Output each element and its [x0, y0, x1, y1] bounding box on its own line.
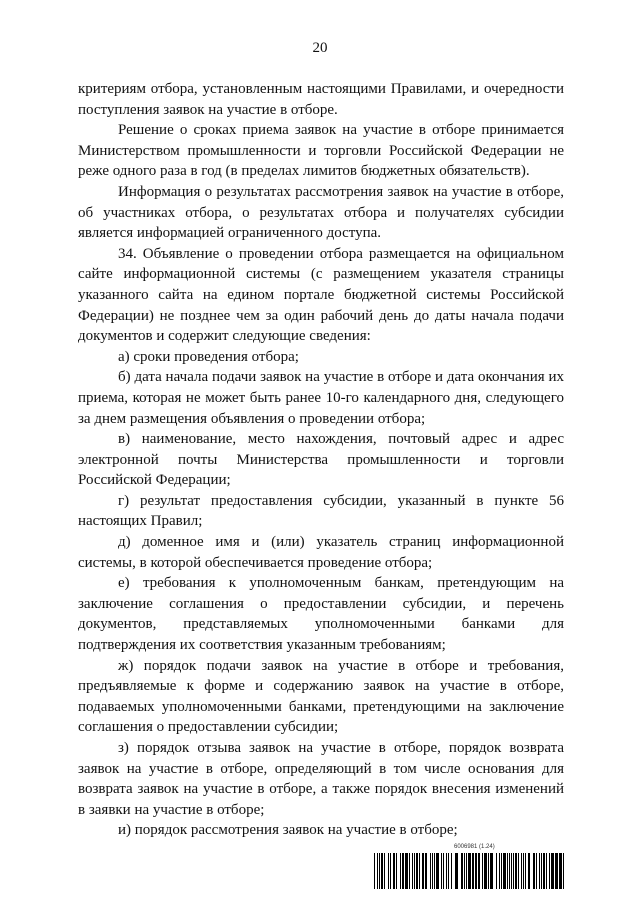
- paragraph: критериям отбора, установленным настоящими Правилами, и очередности поступления заявок на участие в отборе.: [78, 81, 564, 118]
- paragraph: Решение о сроках приема заявок на участие в отборе принимается Министерством промышленности и торговли Российской Федерации не реже одного раза в год (в пределах лимитов бюджетных обязательств).: [78, 122, 564, 180]
- paragraph: и) порядок рассмотрения заявок на участие в отборе;: [118, 822, 458, 839]
- paragraph: ж) порядок подачи заявок на участие в отборе и требования, предъявляемые к форме и содержанию заявок на участие в отборе, подаваемых уполномоченными банками, претендующими на заключение соглашения о предоставлении субсидии;: [78, 657, 564, 736]
- paragraph: е) требования к уполномоченным банкам, претендующим на заключение соглашения о предоставлении субсидии, и перечень документов, представляемых уполномоченными банками для подтверждения их соответствия указанным требованиям;: [78, 575, 564, 654]
- paragraph: д) доменное имя и (или) указатель страниц информационной системы, в которой обеспечивается проведение отбора;: [78, 534, 564, 571]
- barcode-stamp: [374, 843, 566, 891]
- paragraph: Информация о результатах рассмотрения заявок на участие в отборе, об участниках отбора, о результатах отбора и получателях субсидии является информацией ограниченного доступа.: [78, 183, 564, 242]
- document-body: [78, 79, 564, 841]
- barcode-icon: [374, 853, 566, 889]
- paragraph: г) результат предоставления субсидии, указанный в пункте 56 настоящих Правил;: [78, 492, 564, 530]
- paragraph: 34. Объявление о проведении отбора размещается на официальном сайте информационной системы (с размещением указателя страницы указанного сайта на едином портале бюджетной системы Российской Федерации) не позднее чем за один рабочий день до даты начала подачи документов и содержит следующие сведения:: [78, 245, 564, 345]
- paragraph: в) наименование, место нахождения, почтовый адрес и адрес электронной почты Министерства промышленности и торговли Российской Федерации;: [78, 431, 564, 489]
- page-number: 20: [312, 40, 328, 56]
- paragraph: з) порядок отзыва заявок на участие в отборе, порядок возврата заявок на участие в отборе, определяющий в том числе основания для возврата заявок на участие в отборе, а также порядок внесения изменений в заявки на участие в отборе;: [78, 740, 564, 818]
- paragraph: а) сроки проведения отбора;: [118, 348, 299, 365]
- paragraph: б) дата начала подачи заявок на участие в отборе и дата окончания их приема, которая не может быть ранее 10-го календарного дня, следующего за днем размещения объявления о проведении отбора;: [78, 369, 564, 427]
- barcode-caption: 6006981 (1.24): [454, 844, 495, 850]
